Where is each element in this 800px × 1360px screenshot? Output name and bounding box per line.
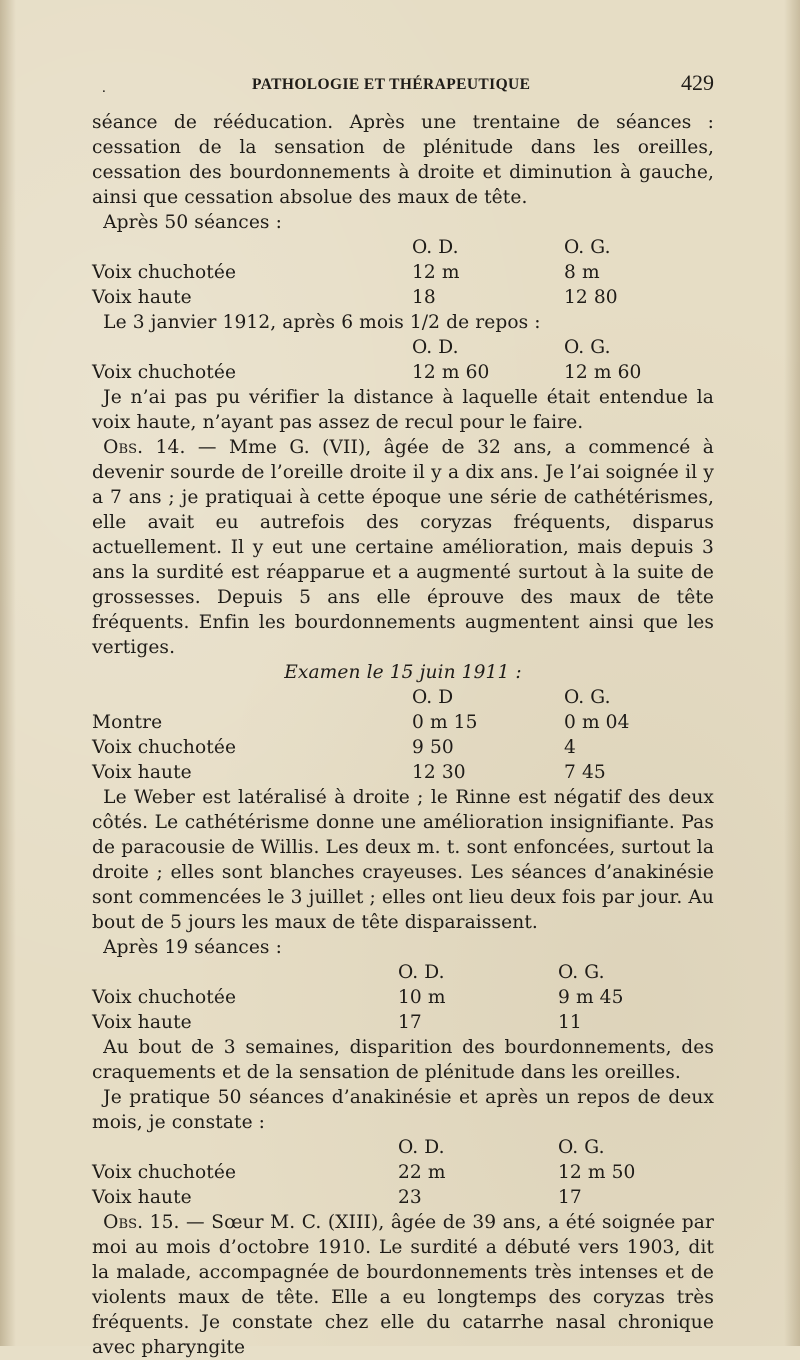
table2-og-header: O. G.: [564, 337, 611, 358]
table2-label: Voix chuchotée: [92, 362, 237, 383]
paragraph-6: Le Weber est latéralisé à droite ; le Rinne est négatif des deux côtés. Le cathétérisme donne une amélioration insignifiante. Pas de paracousie de Willis. Les deux m. t. sont enfoncées, surtout la droite ; elles sont blanches crayeuses. Les séances d’anakinésie sont commencées le 3 juillet ; elles ont lieu deux fois par jour. Au bout de 5 jours les maux de tête disparaissent.: [92, 787, 714, 933]
table3-row: [92, 735, 714, 760]
table3-label: Montre: [92, 712, 163, 733]
table3-od-value: 12 30: [412, 762, 466, 783]
table4-label: Voix haute: [92, 1012, 192, 1033]
table3-label: Voix chuchotée: [92, 737, 237, 758]
table2-row: [92, 360, 714, 385]
table5-row: [92, 1185, 714, 1210]
paragraph-5: [92, 435, 714, 660]
table2-og-value: 12 m 60: [564, 362, 642, 383]
observation-15-lead: Obs. 15. —: [103, 1212, 205, 1233]
page-number: 429: [681, 70, 714, 95]
table5-og-header: O. G.: [558, 1137, 605, 1158]
table5-od-header: O. D.: [398, 1137, 445, 1158]
table3-od-value: 0 m 15: [412, 712, 478, 733]
header-dot: .: [102, 80, 106, 96]
paragraph-10: [92, 1210, 714, 1360]
table4-od-value: 10 m: [398, 987, 446, 1008]
table3-header: [92, 685, 714, 710]
table4-header: [92, 960, 714, 985]
table4-og-header: O. G.: [558, 962, 605, 983]
table5-og-value: 17: [558, 1187, 582, 1208]
table3-od-header: O. D: [412, 687, 454, 708]
table1-label: Voix chuchotée: [92, 262, 237, 283]
paragraph-1: séance de rééducation. Après une trentaine de séances : cessation de la sensation de plénitude dans les oreilles, cessation des bourdonnements à droite et diminution à gauche, ainsi que cessation absolue des maux de tête.: [92, 112, 714, 208]
observation-14-lead: Obs. 14. —: [103, 437, 217, 458]
table3-label: Voix haute: [92, 762, 192, 783]
table3-og-value: 4: [564, 737, 576, 758]
table1-og-value: 12 80: [564, 287, 618, 308]
table1-row: [92, 260, 714, 285]
table3-row: [92, 710, 714, 735]
table3-row: [92, 760, 714, 785]
table3-og-value: 0 m 04: [564, 712, 630, 733]
table2-od-value: 12 m 60: [412, 362, 490, 383]
table4-row: [92, 985, 714, 1010]
table2-od-header: O. D.: [412, 337, 459, 358]
table4-og-value: 11: [558, 1012, 582, 1033]
table1-label: Voix haute: [92, 287, 192, 308]
table1-row: [92, 285, 714, 310]
paragraph-2: Après 50 séances :: [103, 212, 282, 233]
observation-15-text: Sœur M. C. (XIII), âgée de 39 ans, a été soignée par moi au mois d’octobre 1910. Le surdité a débuté vers 1903, dit la malade, accompagnée de bourdonnements très intenses et de violents maux de tête. Elle a eu longtemps des coryzas très fréquents. Je constate chez elle du catarrhe nasal chronique avec pharyngite: [92, 1212, 714, 1358]
table4-label: Voix chuchotée: [92, 987, 237, 1008]
running-title: PATHOLOGIE ET THÉRAPEUTIQUE: [252, 76, 531, 93]
table4-og-value: 9 m 45: [558, 987, 624, 1008]
table5-label: Voix haute: [92, 1187, 192, 1208]
table3-od-value: 9 50: [412, 737, 454, 758]
table1-od-header: O. D.: [412, 237, 459, 258]
table1-og-value: 8 m: [564, 262, 600, 283]
table1-header: [92, 235, 714, 260]
table5-header: [92, 1135, 714, 1160]
paragraph-9: Je pratique 50 séances d’anakinésie et après un repos de deux mois, je constate :: [92, 1087, 714, 1133]
table5-row: [92, 1160, 714, 1185]
table5-label: Voix chuchotée: [92, 1162, 237, 1183]
table2-header: [92, 335, 714, 360]
table5-od-value: 22 m: [398, 1162, 446, 1183]
table1-od-value: 18: [412, 287, 436, 308]
table3-og-header: O. G.: [564, 687, 611, 708]
paragraph-4: Je n’ai pas pu vérifier la distance à laquelle était entendue la voix haute, n’ayant pas assez de recul pour le faire.: [92, 387, 714, 433]
table4-row: [92, 1010, 714, 1035]
table5-og-value: 12 m 50: [558, 1162, 636, 1183]
table1-od-value: 12 m: [412, 262, 460, 283]
paragraph-3: Le 3 janvier 1912, après 6 mois 1/2 de repos :: [103, 312, 541, 333]
table1-og-header: O. G.: [564, 237, 611, 258]
exam-title: Examen le 15 juin 1911 :: [284, 662, 522, 683]
table4-od-value: 17: [398, 1012, 422, 1033]
table3-og-value: 7 45: [564, 762, 606, 783]
table5-od-value: 23: [398, 1187, 422, 1208]
observation-14-text: Mme G. (VII), âgée de 32 ans, a commencé à devenir sourde de l’oreille droite il y a dix ans. Je l’ai soignée il y a 7 ans ; je pratiquai à cette époque une série de cathétérismes, elle avait eu autrefois des coryzas fréquents, disparus actuellement. Il y eut une certaine amélioration, mais depuis 3 ans la surdité est réapparue et a augmenté surtout à la suite de grossesses. Depuis 5 ans elle éprouve des maux de tête fréquents. Enfin les bourdonnements augmentent ainsi que les vertiges.: [92, 437, 714, 658]
body-text: [92, 110, 714, 1360]
table4-od-header: O. D.: [398, 962, 445, 983]
page-header: [92, 70, 714, 110]
paragraph-7: Après 19 séances :: [103, 937, 282, 958]
paragraph-8: Au bout de 3 semaines, disparition des bourdonnements, des craquements et de la sensation de plénitude dans les oreilles.: [92, 1037, 714, 1083]
